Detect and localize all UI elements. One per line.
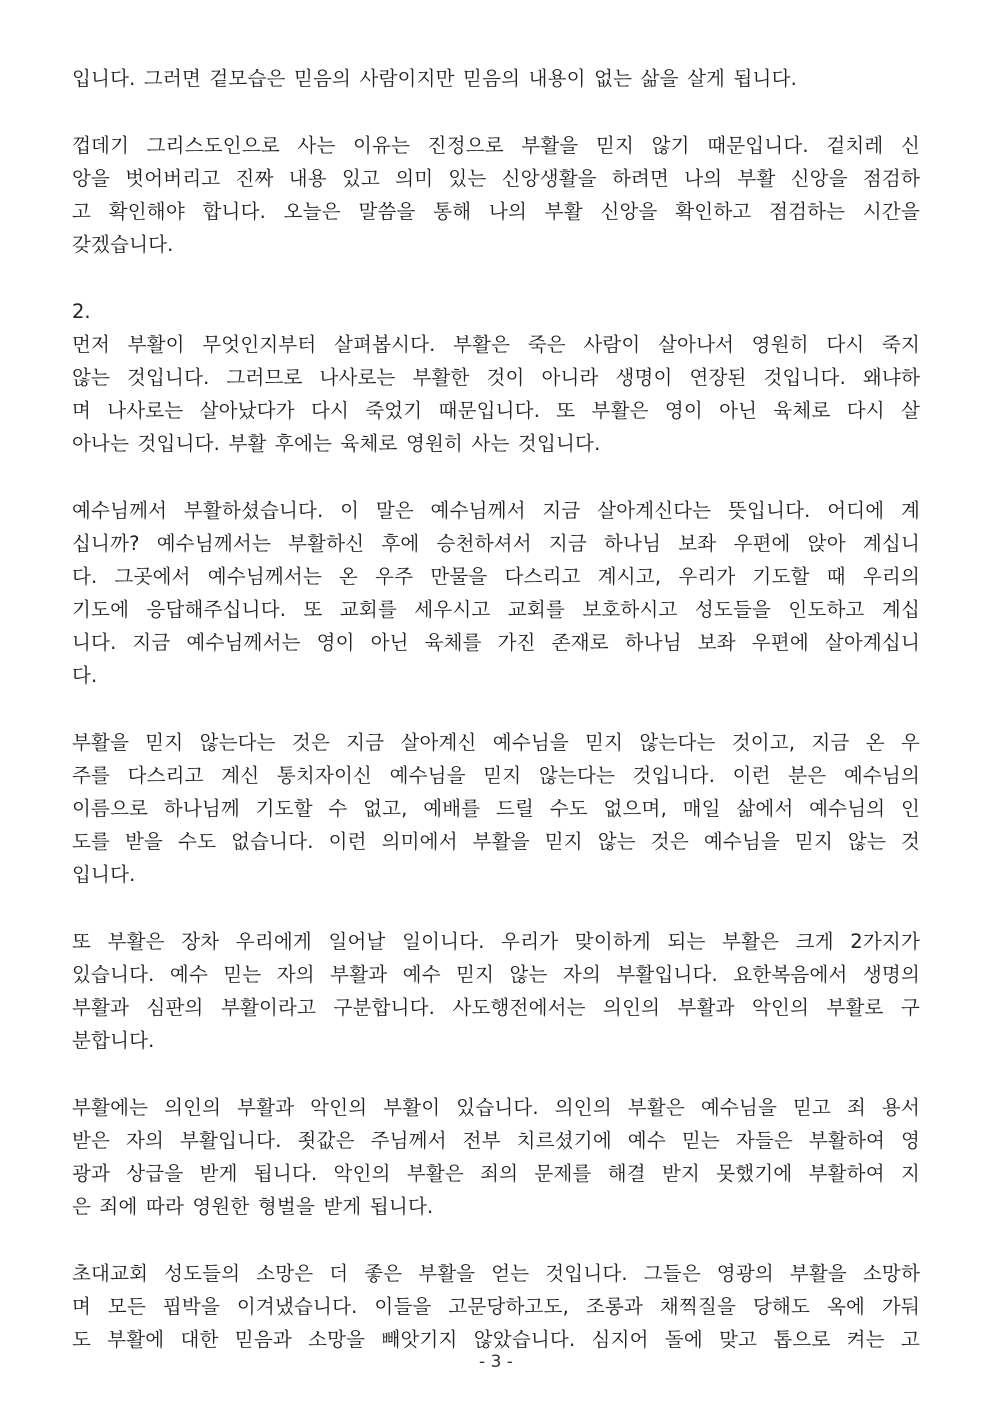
text-line: 며 나사로는 살아났다가 다시 죽었기 때문입니다. 또 부활은 영이 아닌 육체로 다시 살 — [72, 399, 920, 422]
text-line: 광과 상급을 받게 됩니다. 악인의 부활은 죄의 문제를 해결 받지 못했기에 부활하여 지 — [72, 1162, 920, 1185]
text-line: 입니다. 그러면 겉모습은 믿음의 사람이지만 믿음의 내용이 없는 삶을 살게 됩니다. — [72, 67, 798, 90]
text-line: 다. 그곳에서 예수님께서는 온 우주 만물을 다스리고 계시고, 우리가 기도할 때 우리의 — [72, 565, 920, 588]
text-line: 고 확인해야 합니다. 오늘은 말씀을 통해 나의 부활 신앙을 확인하고 점검하는 시간을 — [72, 200, 920, 223]
text-line: 않는 것입니다. 그러므로 나사로는 부활한 것이 아니라 생명이 연장된 것입니다. 왜냐하 — [72, 366, 920, 389]
text-line: 분합니다. — [72, 1029, 155, 1052]
document-body — [72, 62, 920, 1390]
text-line: 도 부활에 대한 믿음과 소망을 빼앗기지 않았습니다. 심지어 돌에 맞고 톱으로 켜는 고 — [72, 1328, 920, 1351]
paragraph — [72, 129, 920, 261]
paragraph — [72, 726, 920, 891]
text-line: 갖겠습니다. — [72, 233, 174, 256]
text-line: 주를 다스리고 계신 통치자이신 예수님을 믿지 않는다는 것입니다. 이런 분은 예수님의 — [72, 764, 920, 787]
text-line: 앙을 벗어버리고 진짜 내용 있고 의미 있는 신앙생활을 하려면 나의 부활 신앙을 점검하 — [72, 167, 920, 190]
text-line: 예수님께서 부활하셨습니다. 이 말은 예수님께서 지금 살아계신다는 뜻입니다. 어디에 계 — [72, 499, 920, 522]
text-line: 부활을 믿지 않는다는 것은 지금 살아계신 예수님을 믿지 않는다는 것이고, 지금 온 우 — [72, 731, 920, 754]
text-line: 먼저 부활이 무엇인지부터 살펴봅시다. 부활은 죽은 사람이 살아나서 영원히 다시 죽지 — [72, 333, 920, 356]
paragraph — [72, 494, 920, 692]
text-line: 초대교회 성도들의 소망은 더 좋은 부활을 얻는 것입니다. 그들은 영광의 부활을 소망하 — [72, 1262, 920, 1285]
text-line: 다. — [72, 664, 98, 687]
paragraph — [72, 62, 920, 95]
text-line: 며 모든 핍박을 이겨냈습니다. 이들을 고문당하고도, 조롱과 채찍질을 당해도 옥에 가둬 — [72, 1295, 920, 1318]
text-line: 기도에 응답해주십니다. 또 교회를 세우시고 교회를 보호하시고 성도들을 인도하고 계십 — [72, 598, 920, 621]
text-line: 껍데기 그리스도인으로 사는 이유는 진정으로 부활을 믿지 않기 때문입니다. 겉치레 신 — [72, 134, 920, 157]
text-line: 또 부활은 장차 우리에게 일어날 일이니다. 우리가 맞이하게 되는 부활은 크게 2가지가 — [72, 930, 920, 953]
text-line: 아나는 것입니다. 부활 후에는 육체로 영원히 사는 것입니다. — [72, 432, 601, 455]
paragraph — [72, 328, 920, 460]
text-line: 도를 받을 수도 없습니다. 이런 의미에서 부활을 믿지 않는 것은 예수님을 믿지 않는 것 — [72, 830, 920, 853]
text-line: 은 죄에 따라 영원한 형벌을 받게 됩니다. — [72, 1195, 434, 1218]
text-line: 이름으로 하나님께 기도할 수 없고, 예배를 드릴 수도 없으며, 매일 삶에서 예수님의 인 — [72, 797, 920, 820]
paragraph — [72, 1091, 920, 1223]
text-line: 받은 자의 부활입니다. 죗값은 주님께서 전부 치르셨기에 예수 믿는 자들은 부활하여 영 — [72, 1129, 920, 1152]
text-line: 있습니다. 예수 믿는 자의 부활과 예수 믿지 않는 자의 부활입니다. 요한복음에서 생명의 — [72, 963, 920, 986]
paragraph — [72, 1257, 920, 1356]
text-line: 니다. 지금 예수님께서는 영이 아닌 육체를 가진 존재로 하나님 보좌 우편에 살아계십니 — [72, 631, 920, 654]
text-line: 부활에는 의인의 부활과 악인의 부활이 있습니다. 의인의 부활은 예수님을 믿고 죄 용서 — [72, 1096, 920, 1119]
page-number: - 3 - — [479, 1352, 513, 1372]
section-number: 2. — [72, 300, 91, 323]
text-line: 부활과 심판의 부활이라고 구분합니다. 사도행전에서는 의인의 부활과 악인의 부활로 구 — [72, 996, 920, 1019]
paragraph — [72, 925, 920, 1057]
text-line: 십니까? 예수님께서는 부활하신 후에 승천하셔서 지금 하나님 보좌 우편에 앉아 계십니 — [72, 532, 920, 555]
text-line: 입니다. — [72, 863, 136, 886]
